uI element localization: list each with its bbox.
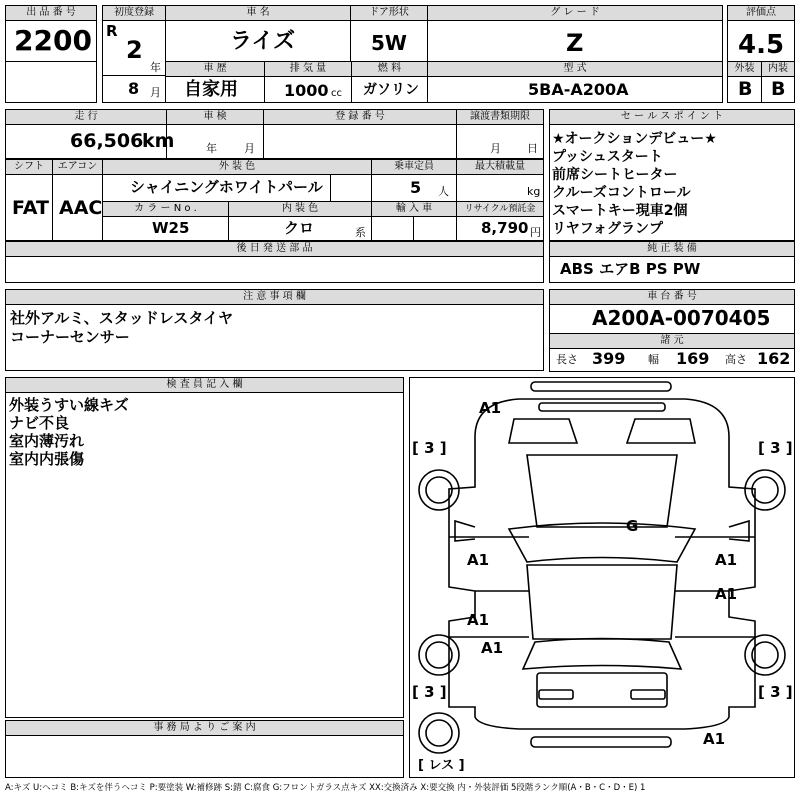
sales-points-header: セ ー ル ス ポ イ ン ト (549, 109, 795, 125)
equipment-header: 純 正 装 備 (549, 241, 795, 257)
recycle-header: リサイクル預託金 (456, 201, 544, 217)
score: 4.5 (738, 30, 785, 60)
ext-color-cell-2 (330, 174, 372, 202)
sales-point: クルーズコントロール (552, 185, 691, 201)
mileage-unit: km (142, 130, 175, 152)
mileage-header: 走 行 (5, 109, 167, 125)
transfer-header: 譲渡書類期限 (456, 109, 544, 125)
notes-line: コーナーセンサー (10, 328, 130, 346)
displacement: 1000 (284, 81, 329, 100)
mark-tire-fr: [ 3 ] (758, 439, 793, 457)
capacity: 5 (410, 178, 422, 197)
lot-no-empty (5, 61, 97, 103)
sales-point: プッシュスタート (552, 149, 663, 165)
fuel: ガソリン (363, 82, 419, 98)
recycle-unit: 円 (530, 226, 541, 239)
inspector-line: 外装うすい線キズ (9, 396, 129, 414)
mark-rear: A1 (703, 730, 726, 748)
mark-left-rear-door: A1 (467, 611, 490, 629)
office-box (5, 735, 404, 778)
length: 399 (592, 349, 626, 368)
later-parts-cell (5, 256, 544, 283)
reg-era: R (106, 22, 118, 40)
insp-year-unit: 年 (206, 142, 217, 155)
aircon: AAC (59, 197, 103, 219)
transfer-month-unit: 月 (490, 142, 501, 155)
mark-left-front-door: A1 (467, 551, 490, 569)
interior-header: 内装 (761, 61, 795, 77)
width-label: 幅 (648, 353, 659, 366)
height: 162 (757, 349, 791, 368)
mark-tire-rl: [ 3 ] (412, 683, 447, 701)
mark-hood: G (626, 517, 639, 535)
mark-left-rear: A1 (481, 639, 504, 657)
mark-front: A1 (479, 399, 502, 417)
sales-point: リヤフォグランプ (552, 221, 664, 237)
first-reg-header: 初度登録 (102, 5, 166, 21)
import-header: 輸 入 車 (371, 201, 457, 217)
insp-month-unit: 月 (244, 142, 255, 155)
inspector-line: ナビ不良 (9, 414, 70, 432)
mark-tire-rr: [ 3 ] (758, 683, 793, 701)
displacement-unit: cc (331, 88, 342, 99)
inspection-header: 車 検 (166, 109, 264, 125)
exterior-grade: B (738, 78, 753, 100)
inspector-line: 室内内張傷 (9, 450, 85, 468)
score-header: 評価点 (727, 5, 795, 21)
later-parts-header: 後 日 発 送 部 品 (5, 241, 544, 257)
width: 169 (676, 349, 710, 368)
car-name-header: 車 名 (165, 5, 351, 21)
ext-color: シャイニングホワイトパール (130, 178, 323, 196)
reg-month-unit: 月 (150, 86, 161, 99)
notes-header: 注 意 事 項 欄 (5, 289, 544, 305)
int-color-header: 内 装 色 (228, 201, 372, 217)
exterior-header: 外装 (727, 61, 762, 77)
door-type: 5W (371, 31, 407, 55)
lot-no-header: 出 品 番 号 (5, 5, 97, 21)
recycle: 8,790 (481, 219, 529, 237)
import-cell (371, 216, 414, 241)
max-load-header: 最大積載量 (456, 159, 544, 175)
aircon-header: エアコン (52, 159, 103, 175)
inspector-line: 室内薄汚れ (9, 432, 85, 450)
mileage: 66,506 (70, 130, 144, 152)
shift-header: シフト (5, 159, 53, 175)
office-header: 事 務 局 よ り ご 案 内 (5, 720, 404, 736)
reg-year: 2 (126, 36, 143, 64)
import-cell-2 (413, 216, 457, 241)
sales-point: 前席シートヒーター (552, 167, 678, 183)
mark-tire-fl: [ 3 ] (412, 439, 447, 457)
int-color: クロ (284, 219, 315, 237)
car-diagram (409, 377, 795, 778)
height-label: 高さ (725, 353, 747, 366)
capacity-header: 乗車定員 (371, 159, 457, 175)
door-header: ドア形状 (350, 5, 428, 21)
mark-spare: [ レス ] (418, 758, 465, 773)
reg-no-header: 登 録 番 号 (263, 109, 457, 125)
shift: FAT (12, 197, 49, 219)
grade: Z (566, 29, 584, 57)
inspector-header: 検 査 員 記 入 欄 (5, 377, 404, 393)
ext-color-header: 外 装 色 (102, 159, 372, 175)
color-no: W25 (152, 219, 190, 237)
grade-header: グ レ ー ド (427, 5, 723, 21)
reg-month: 8 (128, 79, 140, 98)
history: 自家用 (184, 79, 238, 100)
notes-line: 社外アルミ、スタッドレスタイヤ (10, 309, 234, 327)
model: 5BA-A200A (528, 80, 629, 99)
lot-no: 2200 (14, 24, 92, 57)
int-color-unit: 系 (355, 226, 366, 239)
fuel-header: 燃 料 (351, 61, 428, 77)
history-header: 車 歴 (165, 61, 265, 77)
model-header: 型 式 (427, 61, 723, 77)
equipment: ABS エアB PS PW (560, 260, 701, 278)
displacement-header: 排 気 量 (264, 61, 352, 77)
chassis-no: A200A-0070405 (592, 306, 771, 330)
transfer-day-unit: 日 (527, 142, 538, 155)
legend: A:キズ U:ヘコミ B:キズを伴うヘコミ P:要塗装 W:補修跡 S:錆 C:腐食 G:フロントガラス点キズ XX:交換済み X:要交換 内・外装評価 5段階ランク順(A・B・C・D・E) 1 (5, 783, 646, 793)
mark-right-rear-door: A1 (715, 585, 738, 603)
reg-year-unit: 年 (150, 61, 161, 74)
car-name: ライズ (230, 29, 296, 54)
mark-right-front-door: A1 (715, 551, 738, 569)
reg-no-cell (263, 124, 457, 159)
color-no-header: カ ラ ー N o . (102, 201, 229, 217)
load-unit: kg (527, 185, 541, 198)
sales-point: ★オークションデビュー★ (552, 131, 717, 147)
interior-grade: B (771, 78, 786, 100)
dims-header: 諸 元 (549, 333, 795, 349)
len-label: 長さ (556, 353, 578, 366)
capacity-unit: 人 (438, 185, 449, 198)
sales-point: スマートキー現車2個 (552, 203, 688, 219)
chassis-header: 車 台 番 号 (549, 289, 795, 305)
